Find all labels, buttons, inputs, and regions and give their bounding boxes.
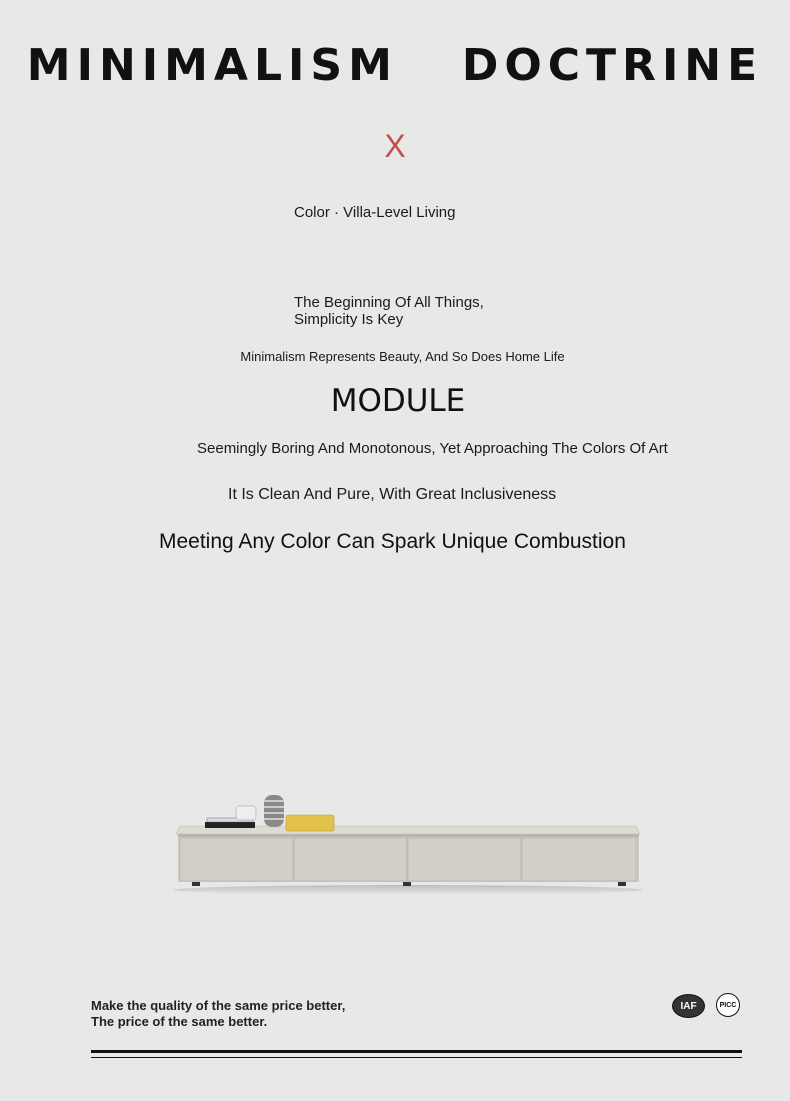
- subtitle: Color · Villa-Level Living: [294, 204, 456, 221]
- picc-badge-icon: PICC: [716, 993, 740, 1017]
- module-line2: It Is Clean And Pure, With Great Inclusiveness: [228, 486, 557, 503]
- drawer-4: [522, 838, 636, 881]
- yellow-tray: [286, 815, 334, 831]
- x-mark: X: [384, 128, 406, 164]
- drawer-2: [294, 838, 407, 881]
- tv-cabinet-illustration: [170, 780, 650, 905]
- iaf-badge-icon: IAF: [672, 994, 705, 1018]
- module-line3: Meeting Any Color Can Spark Unique Combustion: [159, 530, 626, 553]
- footer-divider-thick: [91, 1050, 742, 1053]
- striped-vase: [264, 795, 284, 827]
- foot-mid: [403, 882, 411, 886]
- intro-heading-line1: The Beginning Of All Things,: [294, 294, 484, 311]
- tagline: Minimalism Represents Beauty, And So Does Home Life: [240, 349, 565, 364]
- footer-slogan: [91, 998, 345, 1030]
- intro-heading: [294, 294, 484, 328]
- book-stack: [205, 822, 255, 828]
- footer-line2: The price of the same better.: [91, 1014, 268, 1029]
- foot-right: [618, 882, 626, 886]
- drawer-3: [408, 838, 521, 881]
- intro-heading-line2: Simplicity Is Key: [294, 311, 404, 328]
- page-title: MINIMALISM DOCTRINE: [26, 40, 764, 91]
- footer-line1: Make the quality of the same price better,: [91, 998, 346, 1013]
- cabinet-shadow: [173, 885, 643, 895]
- module-title: MODULE: [330, 383, 466, 419]
- footer-divider-thin: [91, 1057, 742, 1058]
- foot-left: [192, 882, 200, 886]
- module-line1: Seemingly Boring And Monotonous, Yet Approaching The Colors Of Art: [197, 440, 668, 457]
- drawer-1: [180, 838, 293, 881]
- white-vase: [236, 806, 256, 820]
